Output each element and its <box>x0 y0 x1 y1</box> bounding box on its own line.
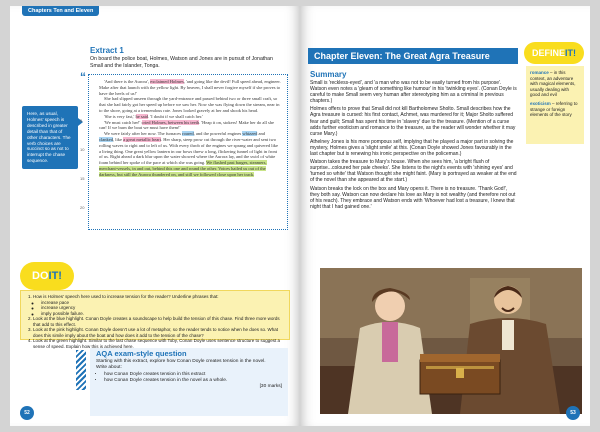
summary-para: Small is 'reckless-eyed', and 'a man who was not to be easily turned from his purpose'. Watson even notes a 'gleam of something like humour' in his 'twinkling eyes'. (Conan Doyle is careful to make Small seem very human after stereotyping him as a criminal in previous chapters.) <box>310 80 517 105</box>
definition: romance – in this context, an adventure with magical elements, usually dealing with good and evil <box>530 70 576 98</box>
exam-question-intro: Starting with this extract, explore how Conan Doyle creates tension in the novel. <box>96 359 266 365</box>
definition: exoticism – referring to strange or foreign elements of the story <box>530 100 578 118</box>
bullet: ◦ increase urgency <box>41 305 284 311</box>
passage-para: 'We must catch her!' cried Holmes, between his teeth. 'Heap it on, stokers! Make her do all she can! If we burn the boat we must have them!' <box>99 119 275 131</box>
decorative-stripes <box>76 350 86 390</box>
define-it-badge: DEFINEIT! <box>524 42 584 64</box>
book-spread <box>10 6 590 426</box>
bullet: • how Conan Doyle creates tension in the novel as a whole. <box>104 378 282 384</box>
annotation-callout: Here, as usual, Holmes' speech is described in greater detail than that of other characters. The verb choices are succinct so as not to interrupt the chase sequence. <box>22 106 78 169</box>
question-item: 3. Look at the pink highlight. Conan Doyle doesn't use a lot of metaphor, so the reader tends to notice when he does so. What does this simile imply about the boat and how does it add to the tension of the chase? <box>33 327 284 338</box>
definitions-box <box>526 66 584 144</box>
chapter-title: Chapter Eleven: The Great Agra Treasure <box>308 48 518 64</box>
extract-intro: On board the police boat, Holmes, Watson and Jones are in pursuit of Jonathan Small and the Islander, Tonga. <box>90 56 273 69</box>
do-it-questions <box>20 290 290 349</box>
summary-text <box>310 80 518 268</box>
question-item: 2. Look at the blue highlight. Conan Doyle creates a soundscape to help build the tension of this chase. Find three more words that add to this effect. <box>33 316 284 327</box>
page-number: 53 <box>566 406 580 420</box>
exam-question-box <box>90 348 288 416</box>
page-number: 52 <box>20 406 34 420</box>
question-item: 4. Look at the green highlight. Similar to the last chase sequence with Toby, Conan Doyle uses sentence structure to suggest a sense of speed. Explain how this is achieved here. <box>33 338 284 349</box>
do-it-badge: DOIT! <box>20 262 74 290</box>
quote-mark-icon: “ <box>80 70 86 84</box>
extract-title: Extract 1 <box>90 46 124 55</box>
summary-para: Athelney Jones is his more pompous self, implying that he played a major part in solving the mystery, Holmes gives a 'slight smile' at this. (Conan Doyle showed Jones favourably in the last chapter but is renewing his ironic perspective on the policeman.) <box>310 138 514 158</box>
summary-para: Watson breaks the lock on the box and Mary opens it. There is no treasure. 'Thank God!', they both say. Watson can now declare his love as Mary is not wealthy (and therefore not out of his reach). They embrace and Watson ends with 'Whoever had lost a treasure, I knew that night that I had gained one.' <box>310 185 516 210</box>
passage-para: 'She is very fast,' he said. 'I doubt if we shall catch her.' <box>104 113 204 119</box>
question-item: 1. How is Holmes' speech here used to increase tension for the reader? Underline phrases that: ◦ increase pace ◦ increase urgency ◦ imply possible failure. <box>33 294 284 316</box>
illustration-watson-and-mary <box>320 268 582 414</box>
right-page <box>300 6 590 426</box>
write-about-label: Write about: <box>96 365 122 371</box>
marks-label: [30 marks] <box>259 384 282 390</box>
passage-para: We were fairly after her now. The furnaces roared, and the powerful engines whizzed and clanked, like a great metallic heart. Her sharp, steep prow cut through the river-water and sent two rolling waves to right and to left of us. With every throb of the engines we sprang and quivered like a living thing. One great yellow lantern in our bows threw a long, flickering funnel of light in front of us. Right ahead a dark blur upon the water showed where the Aurora lay, and the swirl of white foam behind her spoke of the pace at which she was going. We flashed past barges, steamers, merchant-vessels, in and out, behind this one and round the other. Voices hailed us out of the darkness, but still the Aurora thundered on, and still we followed close upon her track. <box>99 131 278 177</box>
extract-passage <box>88 74 288 230</box>
bullet: ◦ increase pace <box>41 300 284 306</box>
exam-question-title: AQA exam-style question <box>96 349 187 358</box>
summary-para: Holmes offers to prove that Small did not kill Bartholomew Sholto. Small describes how the Agra treasure is cursed: his first contact, Achmet, was murdered for it; Major Sholto suffered fear and guilt; Small has spent his time in 'slavery' due to the treasure. (Mention of a curse adds further exoticism and romance to the treasure, as the reader will wonder whether it may curse Mary.) <box>310 106 516 137</box>
summary-para: Watson takes the treasure to Mary's house. When she sees him, 'a bright flush of surprise...coloured her pale cheeks'. She listens to the night's events with 'shining eyes' and 'turned so white' that Watson thought she might faint. (Mary is portrayed as weaker at the end of the novel than she appeared at the start.) <box>310 159 517 184</box>
running-head: Chapters Ten and Eleven <box>22 6 99 16</box>
bullet: • how Conan Doyle creates tension in this extract <box>104 372 282 378</box>
passage-para: She had slipped unseen through the yard-entrance and passed behind two or three small craft, so that she had fairly got her speed up before we saw her. Now she was flying down the stream, near in to the shore, going at a tremendous rate. Jones looked gravely at her and shook his head. <box>99 96 280 113</box>
summary-title: Summary <box>310 70 347 79</box>
left-page <box>10 6 300 426</box>
line-numbers: 5 10 15 20 <box>80 118 85 210</box>
passage-para: 'And there is the Aurora', exclaimed Holmes, 'and going like the devil! Full speed ahead, engineer. Make after that launch with the yellow light. By heaven, I shall never forgive myself if she proves to have the heels of us!' <box>99 79 281 96</box>
bullet: ◦ imply possible failure. <box>41 311 284 317</box>
